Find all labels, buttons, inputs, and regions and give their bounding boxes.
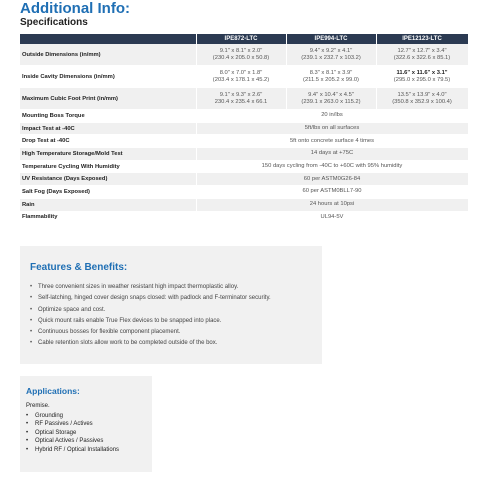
- list-item: • Optical Actives / Passives: [26, 438, 104, 445]
- bullet-icon: •: [30, 340, 33, 347]
- table-header-cell: IPE12123-LTC: [376, 34, 468, 44]
- table-cell: 9.1" x 9.3" x 2.6" 230.4 x 235.4 x 66.1: [196, 88, 286, 110]
- list-item: • Optical Storage: [26, 429, 77, 436]
- table-cell: 12.7" x 12.7" x 3.4" (322.6 x 322.6 x 85.1): [376, 44, 468, 66]
- features-panel: [20, 246, 322, 364]
- table-cell: 150 days cycling from -40C to +60C with 95% humidity: [196, 160, 468, 173]
- table-row: [20, 122, 468, 135]
- table-header-cell: IPE872-LTC: [196, 34, 286, 44]
- row-label: Mounting Boss Torque: [20, 110, 196, 123]
- specifications-table: [20, 34, 469, 224]
- applications-list: [26, 412, 119, 454]
- applications-intro: Premise.: [26, 403, 50, 409]
- table-row: [20, 66, 468, 88]
- bullet-icon: •: [26, 421, 29, 428]
- row-label: Temperature Cycling With Humidity: [20, 160, 196, 173]
- list-item: • Hybrid RF / Optical Installations: [26, 446, 120, 453]
- bullet-icon: •: [26, 429, 29, 436]
- features-list: [30, 282, 320, 350]
- list-item: • Quick mount rails enable True Flex devices to be snapped into place.: [30, 316, 320, 327]
- table-cell: 13.5" x 13.9" x 4.0" (350.8 x 352.9 x 100.4): [376, 88, 468, 110]
- table-row: [20, 44, 468, 66]
- table-cell: 11.6" x 11.6" x 3.1" (295.0 x 295.0 x 79.5): [376, 66, 468, 88]
- table-row: [20, 198, 468, 211]
- row-label: Inside Cavity Dimensions (in/mm): [20, 66, 196, 88]
- bullet-icon: •: [26, 446, 29, 453]
- table-cell: 24 hours at 10psi: [196, 198, 468, 211]
- bullet-icon: •: [26, 438, 29, 445]
- row-label: High Temperature Storage/Mold Test: [20, 148, 196, 161]
- list-item: • RF Passives / Actives: [26, 421, 93, 428]
- row-label: Outside Dimensions (in/mm): [20, 44, 196, 66]
- applications-panel: [20, 376, 152, 472]
- table-cell: 9.4" x 9.2" x 4.1" (239.1 x 232.7 x 103.2): [286, 44, 376, 66]
- page-title: Additional Info:: [20, 0, 130, 17]
- bullet-icon: •: [30, 295, 33, 302]
- table-cell: 14 days at +75C: [196, 148, 468, 161]
- table-row: [20, 110, 468, 123]
- bullet-icon: •: [30, 317, 33, 324]
- bullet-icon: •: [30, 329, 33, 336]
- row-label: Impact Test at -40C: [20, 122, 196, 135]
- table-cell: 9.4" x 10.4" x 4.5" (239.1 x 263.0 x 115.2): [286, 88, 376, 110]
- table-row: [20, 135, 468, 148]
- list-item: • Three convenient sizes in weather resistant high impact thermoplastic alloy.: [30, 282, 320, 293]
- table-cell: 8.3" x 8.1" x 3.9" (211.5 x 205.2 x 99.0): [286, 66, 376, 88]
- bullet-icon: •: [30, 284, 33, 290]
- list-item: • Self-latching, hinged cover design snaps closed: with padlock and F-terminator security.: [30, 293, 320, 304]
- row-label: Drop Test at -40C: [20, 135, 196, 148]
- table-row: [20, 148, 468, 161]
- applications-heading: Applications:: [26, 386, 80, 396]
- table-header-row: [20, 34, 468, 44]
- table-cell: 5ft/lbs on all surfaces: [196, 122, 468, 135]
- table-row: [20, 160, 468, 173]
- table-row: [20, 173, 468, 186]
- section-subtitle: Specifications: [20, 17, 88, 28]
- row-label: Rain: [20, 198, 196, 211]
- table-cell: 8.0" x 7.0" x 1.8" (203.4 x 178.1 x 45.2): [196, 66, 286, 88]
- bullet-icon: •: [30, 306, 33, 313]
- row-label: UV Resistance (Days Exposed): [20, 173, 196, 186]
- table-header-cell: IPE994-LTC: [286, 34, 376, 44]
- bullet-icon: •: [26, 413, 29, 419]
- table-cell: 5ft onto concrete surface 4 times: [196, 135, 468, 148]
- row-label: Maximum Cubic Foot Print (in/mm): [20, 88, 196, 110]
- table-cell: UL94-5V: [196, 211, 468, 224]
- list-item: • Continuous bosses for flexible component placement.: [30, 327, 320, 338]
- features-heading: Features & Benefits:: [30, 262, 128, 273]
- table-cell: 9.1" x 8.1" x 2.0" (230.4 x 205.0 x 50.8): [196, 44, 286, 66]
- table-row: [20, 211, 468, 224]
- table-cell: 20 in/lbs: [196, 110, 468, 123]
- row-label: Flammability: [20, 211, 196, 224]
- table-cell: 60 per ASTM0BLL7-90: [196, 186, 468, 199]
- table-header-cell: [20, 34, 196, 44]
- list-item: • Grounding: [26, 413, 64, 419]
- row-label: Salt Fog (Days Exposed): [20, 186, 196, 199]
- table-cell: 60 per ASTM0G26-84: [196, 173, 468, 186]
- list-item: • Cable retention slots allow work to be completed outside of the box.: [30, 338, 320, 349]
- table-row: [20, 88, 468, 110]
- table-row: [20, 186, 468, 199]
- list-item: • Optimize space and cost.: [30, 305, 320, 316]
